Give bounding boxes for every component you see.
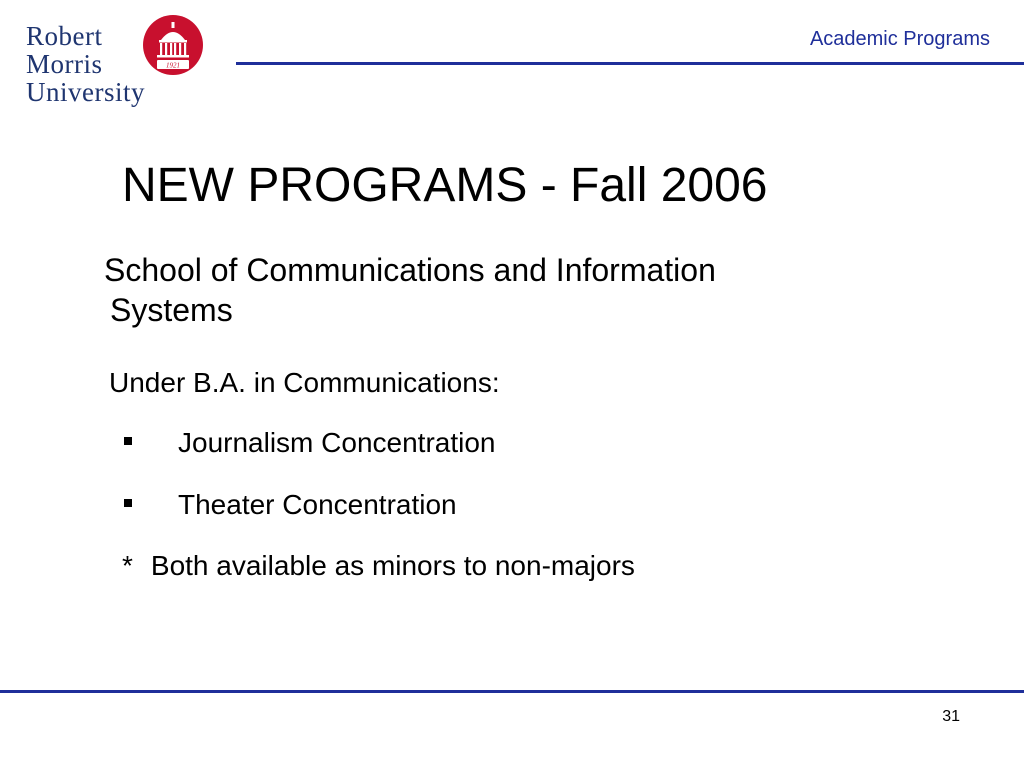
square-bullet-icon (124, 437, 132, 445)
header-section-label: Academic Programs (809, 28, 990, 50)
university-seal-icon (142, 14, 204, 76)
degree-label: Under B.A. in Communications: (109, 367, 500, 398)
logo-word-university: University (26, 77, 145, 107)
university-logo (26, 14, 216, 106)
seal-year-text: 1921 (166, 61, 180, 70)
footnote (122, 549, 635, 583)
logo-word-robert: Robert (26, 21, 103, 51)
header-divider (236, 62, 1024, 65)
slide-title: NEW PROGRAMS - Fall 2006 (122, 159, 768, 212)
square-bullet-icon (124, 499, 132, 507)
page-number: 31 (942, 708, 960, 725)
footnote-text: Both available as minors to non-majors (150, 550, 635, 581)
footer-divider (0, 690, 1024, 693)
school-heading (104, 250, 924, 330)
asterisk-marker: * (122, 550, 133, 581)
list-item-text: Theater Concentration (178, 489, 457, 520)
school-heading-line2: Systems (110, 292, 233, 328)
list-item-text: Journalism Concentration (178, 427, 496, 458)
logo-word-morris: Morris (26, 49, 103, 79)
school-heading-line1: School of Communications and Information (104, 252, 716, 288)
